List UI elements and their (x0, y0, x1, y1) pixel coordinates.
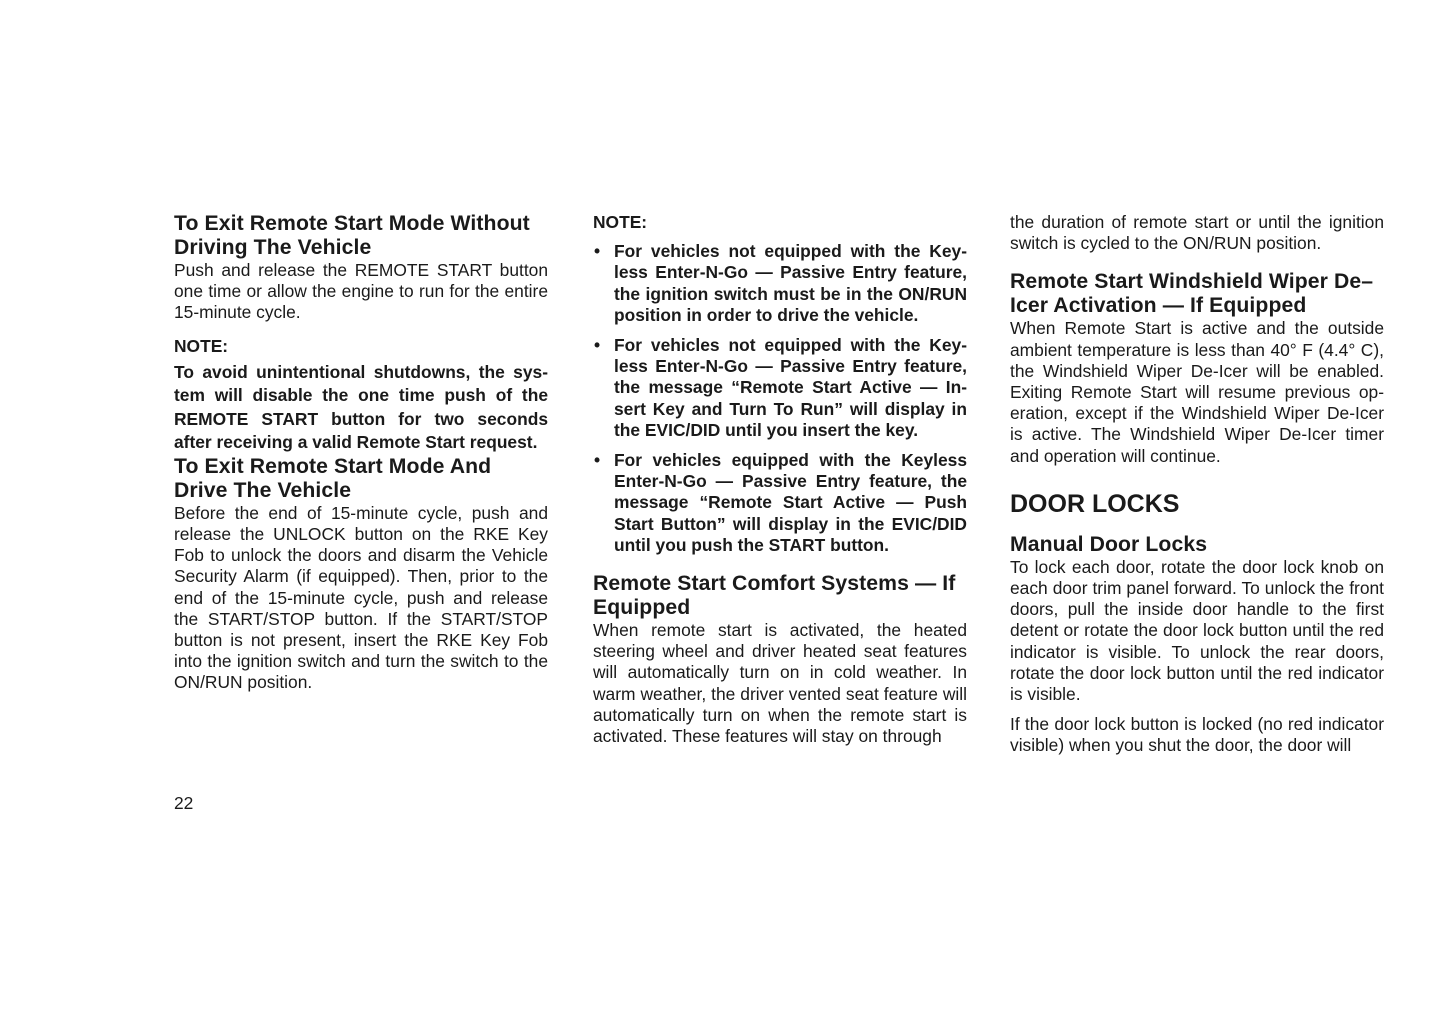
paragraph-continued: the duration of remote start or until the ignition switch is cycled to the ON/RUN position. (1010, 212, 1384, 254)
page-number: 22 (174, 793, 194, 813)
paragraph-wiper-deicer: When Remote Start is active and the outside ambient temperature is less than 40° F (4.4° C), the Windshield Wiper De-Icer will be enabled. Exiting Remote Start will resume previous op-eration, except if the Windshield Wiper De-Icer is active. The Windshield Wiper De-Icer timer and operation will continue. (1010, 318, 1384, 466)
paragraph-exit-without-driving: Push and release the REMOTE START button one time or allow the engine to run for the entire 15-minute cycle. (174, 260, 548, 323)
section-title-door-locks: DOOR LOCKS (1010, 489, 1180, 518)
paragraph-exit-and-drive: Before the end of 15-minute cycle, push and release the UNLOCK button on the RKE Key Fob to unlock the doors and disarm the Vehicle Security Alarm (if equipped). Then, prior to the end of the 15-minute cycle, push and release the START/STOP button. If the START/STOP button is not present, insert the RKE Key Fob into the ignition switch and turn the switch to the ON/RUN position. (174, 502, 548, 693)
note-label: NOTE: (593, 212, 648, 232)
heading-exit-without-driving: To Exit Remote Start Mode Without Driving The Vehicle (174, 212, 530, 259)
list-item-text: For vehicles not equipped with the Key-less Enter-N-Go — Passive Entry feature, the ignition switch must be in the ON/RUN position in order to drive the vehicle. (614, 241, 967, 325)
heading-manual-door-locks: Manual Door Locks (1010, 532, 1208, 556)
heading-wiper-deicer: Remote Start Windshield Wiper De–Icer Activation — If Equipped (1010, 270, 1374, 318)
bullet-icon: • (594, 450, 601, 471)
heading-exit-and-drive: To Exit Remote Start Mode And Drive The Vehicle (174, 454, 492, 502)
list-item-text: For vehicles not equipped with the Key-less Enter-N-Go — Passive Entry feature, the message “Remote Start Active — In-sert Key and Turn To Run” will display in the EVIC/DID until you insert the key. (614, 335, 967, 440)
column-right (1010, 212, 1384, 757)
note-bullet-list (593, 241, 967, 556)
note-text: To avoid unintentional shutdowns, the sys-tem will disable the one time push of the REMOTE START button for two seconds after receiving a valid Remote Start request. (174, 361, 548, 453)
paragraph-comfort-systems: When remote start is activated, the heated steering wheel and driver heated seat features will automatically turn on in cold weather. In warm weather, the driver vented seat feature will automatically turn on when the remote start is activated. These features will stay on through (593, 620, 967, 747)
heading-comfort-systems: Remote Start Comfort Systems — If Equipped (593, 572, 956, 620)
paragraph-door-lock-button: If the door lock button is locked (no red indicator visible) when you shut the door, the door will (1010, 714, 1384, 756)
list-item-text: For vehicles equipped with the Keyless Enter-N-Go — Passive Entry feature, the message “Remote Start Active — Push Start Button” will display in the EVIC/DID until you push the START button. (614, 450, 967, 555)
bullet-icon: • (594, 335, 601, 356)
column-middle (593, 212, 967, 747)
column-left (174, 212, 548, 694)
note-label: NOTE: (174, 335, 229, 356)
list-item (593, 450, 967, 556)
list-item (593, 335, 967, 441)
bullet-icon: • (594, 241, 601, 262)
paragraph-manual-door-locks: To lock each door, rotate the door lock knob on each door trim panel forward. To unlock the front doors, pull the inside door handle to the first detent or rotate the door lock button until the red indicator is visible. To unlock the rear doors, rotate the door lock button until the red indicator is visible. (1010, 556, 1384, 705)
list-item (593, 241, 967, 326)
